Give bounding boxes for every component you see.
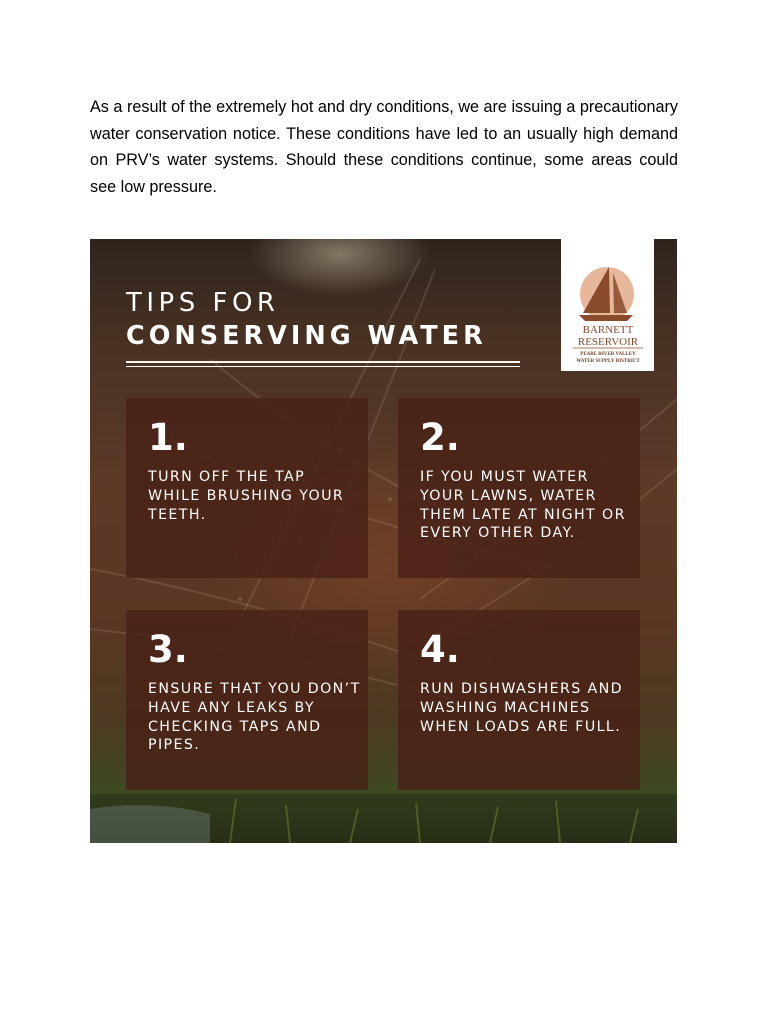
logo-name-line-1: BARNETT <box>582 324 634 336</box>
tip-number: 3. <box>148 628 188 671</box>
poster-title-line-1: TIPS FOR <box>126 288 280 318</box>
logo-subtitle-line-1: PEARL RIVER VALLEY <box>580 352 636 357</box>
tip-text: RUN DISHWASHERS AND WASHING MACHINES WHEN LOADS ARE FULL. <box>420 681 623 735</box>
tip-card-2 <box>398 398 640 578</box>
logo-name-line-2: RESERVOIR <box>577 336 639 348</box>
tip-number: 4. <box>420 628 460 671</box>
intro-paragraph: As a result of the extremely hot and dry conditions, we are issuing a precautionary water conservation notice. These conditions have led to an usually high demand on PRV’s water systems. Should these conditions continue, some areas could see low pressure. <box>90 98 678 196</box>
tip-text: IF YOU MUST WATER YOUR LAWNS, WATER THEM LATE AT NIGHT OR EVERY OTHER DAY. <box>420 469 626 542</box>
tip-card-1 <box>126 398 368 578</box>
tip-number: 2. <box>420 416 460 459</box>
barnett-reservoir-logo <box>561 239 654 371</box>
poster-heading <box>126 287 522 367</box>
conservation-poster <box>90 239 677 843</box>
poster-title-line-2: CONSERVING WATER <box>126 321 487 351</box>
title-underline <box>126 361 520 367</box>
tip-card-3 <box>126 610 368 790</box>
tip-number: 1. <box>148 416 188 459</box>
tip-text: TURN OFF THE TAP WHILE BRUSHING YOUR TEETH. <box>148 469 345 523</box>
tip-text: ENSURE THAT YOU DON’T HAVE ANY LEAKS BY CHECKING TAPS AND PIPES. <box>148 681 361 754</box>
tip-card-4 <box>398 610 640 790</box>
logo-subtitle-line-2: WATER SUPPLY DISTRICT <box>576 359 640 364</box>
